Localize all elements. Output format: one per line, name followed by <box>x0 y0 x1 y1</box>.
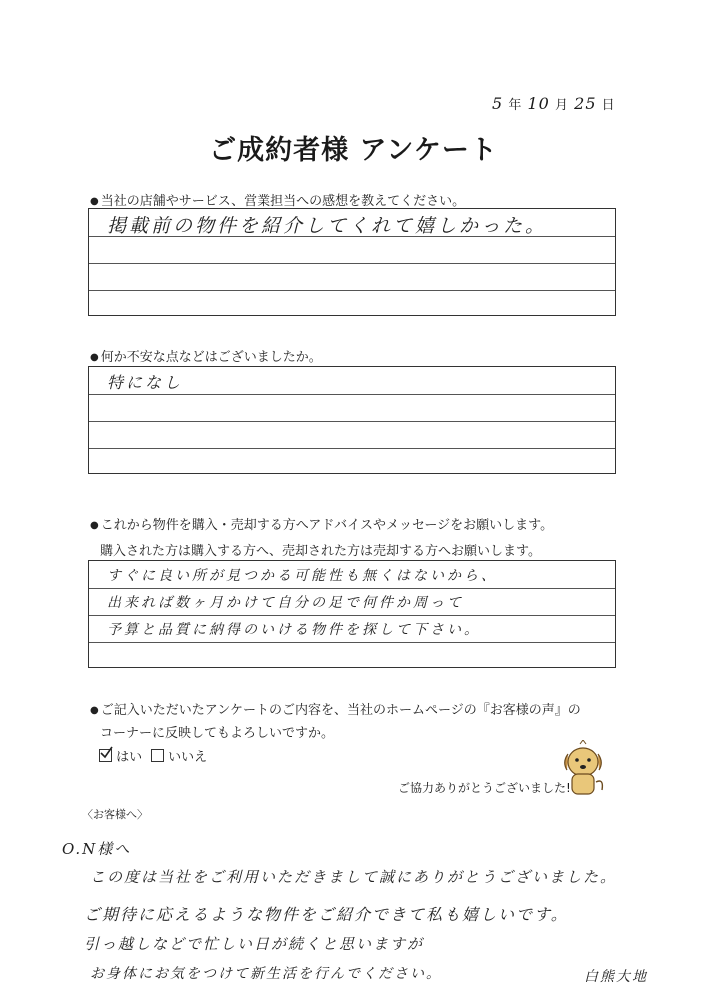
consent-no-option[interactable] <box>151 746 207 765</box>
checkbox-checked-icon[interactable] <box>99 749 112 762</box>
consent-no-label: いいえ <box>168 750 208 765</box>
date-day: 25 <box>574 94 597 113</box>
check-mark-icon <box>99 746 113 760</box>
answer-3-line-2: 出来れば数ヶ月かけて自分の足で何件か周って <box>107 595 464 611</box>
answer-3-line-1: すぐに良い所が見つかる可能性も無くはないから、 <box>107 568 498 584</box>
ruled-line <box>89 448 615 449</box>
ruled-line <box>89 588 615 589</box>
date-month: 10 <box>527 94 550 113</box>
question-2: ● 何か不安な点などはございましたか。 <box>90 346 322 365</box>
customer-message-line-2: この度は当社をご利用いただきまして誠にありがとうございました。 <box>90 868 618 886</box>
customer-message-line-1: O.N様へ <box>62 840 132 858</box>
page-title: ご成約者様 アンケート <box>209 135 498 166</box>
answer-box-3 <box>88 560 616 668</box>
ruled-line <box>89 615 615 616</box>
survey-date <box>492 94 616 113</box>
consent-yes-option[interactable] <box>99 746 142 765</box>
question-4-line-1: ● ご記入いただいたアンケートのご内容を、当社のホームページの『お客様の声』の <box>90 699 581 718</box>
date-year-suffix: 年 <box>508 98 523 113</box>
answer-2-text: 特になし <box>107 373 184 392</box>
customer-message-line-4: 引っ越しなどで忙しい日が続くと思いますが <box>84 935 425 953</box>
question-1: ● 当社の店舗やサービス、営業担当への感想を教えてください。 <box>90 190 465 209</box>
ruled-line <box>89 263 615 264</box>
answer-3-line-3: 予算と品質に納得のいける物件を探して下さい。 <box>107 622 481 638</box>
date-year: 5 <box>492 94 504 113</box>
customer-message-line-5: お身体にお気をつけて新生活を行んでください。 <box>90 966 442 982</box>
question-3-line-2: 購入された方は購入する方へ、売却された方は売却する方へお願いします。 <box>100 544 541 559</box>
question-3-line-1: ● これから物件を購入・売却する方へアドバイスやメッセージをお願いします。 <box>90 514 553 533</box>
staff-signature: 白熊大地 <box>584 969 648 985</box>
ruled-line <box>89 421 615 422</box>
date-month-suffix: 月 <box>554 98 569 113</box>
customer-message-line-3: ご期待に応えるような物件をご紹介できて私も嬉しいです。 <box>84 905 569 924</box>
checkbox-empty-icon[interactable] <box>151 749 164 762</box>
ruled-line <box>89 642 615 643</box>
ruled-line <box>89 394 615 395</box>
answer-box-2 <box>88 366 616 474</box>
date-day-suffix: 日 <box>601 98 616 113</box>
answer-box-1 <box>88 208 616 316</box>
thanks-message: ご協力ありがとうございました! <box>398 781 571 795</box>
answer-1-text: 掲載前の物件を紹介してくれて嬉しかった。 <box>107 215 548 237</box>
customer-message-heading: 〈お客様へ〉 <box>82 808 148 821</box>
ruled-line <box>89 290 615 291</box>
consent-yes-label: はい <box>116 750 143 765</box>
question-4-line-2: コーナーに反映してもよろしいですか。 <box>100 726 335 741</box>
